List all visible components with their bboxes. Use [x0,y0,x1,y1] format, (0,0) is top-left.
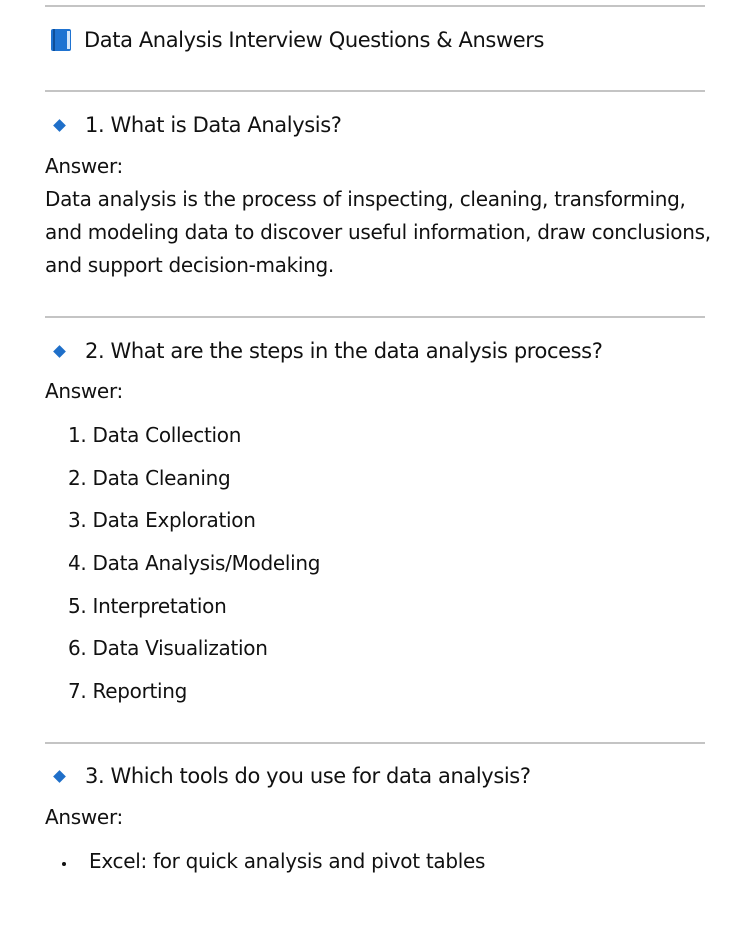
list-item: 5. Interpretation [68,593,227,618]
question-2-answer-label: Answer: [45,379,123,403]
document-title: Data Analysis Interview Questions & Answers [84,28,545,52]
question-1-heading: 1. What is Data Analysis? [85,113,342,137]
blue-diamond-icon [53,345,66,358]
question-2-row [52,336,602,366]
divider [45,742,705,744]
top-divider [45,5,705,7]
question-3-heading: 3. Which tools do you use for data analysis? [85,764,531,788]
list-item: 4. Data Analysis/Modeling [68,551,321,576]
question-1-answer-label: Answer: [45,154,123,178]
question-1-row [52,110,342,140]
question-3-row [52,761,531,791]
tools-list [62,846,485,876]
list-item [62,846,485,876]
question-3-answer-label: Answer: [45,805,123,829]
question-2-heading: 2. What are the steps in the data analysis process? [85,339,603,363]
question-1-answer-text: Data analysis is the process of inspecting, cleaning, transforming, and modeling data to discover useful information, draw conclusions, and support decision-making. [45,187,711,277]
list-item: 1. Data Collection [68,423,242,447]
steps-list [68,420,320,719]
divider [45,316,705,318]
list-item-text: Excel: for quick analysis and pivot tables [89,849,486,873]
bullet-icon [62,862,66,866]
divider [45,90,705,92]
blue-diamond-icon [53,770,66,783]
list-item: 2. Data Cleaning [68,465,231,490]
blue-diamond-icon [53,119,66,132]
list-item: 3. Data Exploration [68,508,256,533]
list-item: 7. Reporting [68,679,188,704]
blue-book-icon [50,28,72,52]
title-row [50,24,544,56]
list-item: 6. Data Visualization [68,636,268,661]
